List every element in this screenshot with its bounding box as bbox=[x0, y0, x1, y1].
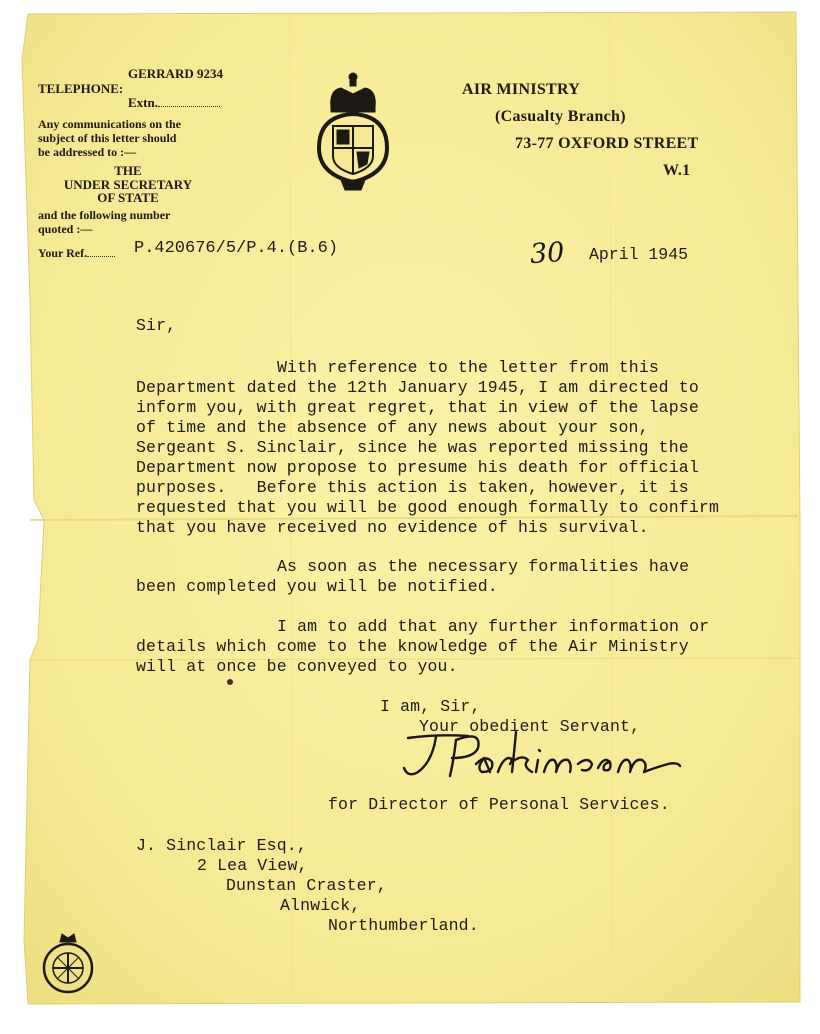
recipient-line: J. Sinclair Esq., bbox=[136, 836, 307, 855]
addressee-line-3: OF STATE bbox=[97, 190, 159, 205]
instruction-line-1: Any communications on the bbox=[38, 117, 182, 131]
ministry-name: AIR MINISTRY bbox=[462, 81, 581, 98]
salutation: Sir, bbox=[136, 316, 177, 335]
instruction-line-2: subject of this letter should bbox=[38, 131, 177, 145]
your-ref-label bbox=[38, 246, 115, 261]
instruction-line-3: be addressed to :— bbox=[38, 145, 137, 159]
recipient-line: Northumberland. bbox=[328, 916, 479, 935]
recipient-line: 2 Lea View, bbox=[197, 856, 308, 875]
date-day: 30 bbox=[528, 236, 566, 271]
closing-line-1: I am, Sir, bbox=[380, 697, 481, 716]
para1-line: that you have received no evidence of his survival. bbox=[136, 518, 649, 537]
telephone-label: TELEPHONE: bbox=[38, 81, 124, 96]
para2-line: been completed you will be notified. bbox=[136, 577, 498, 596]
closing-line-2: Your obedient Servant, bbox=[419, 717, 641, 736]
date-month-year: April 1945 bbox=[589, 245, 689, 264]
para3-line: I am to add that any further information or bbox=[277, 617, 710, 636]
para3-line: details which come to the knowledge of the Air Ministry bbox=[136, 637, 689, 656]
street-address: 73-77 OXFORD STREET bbox=[515, 135, 699, 152]
recipient-line: Dunstan Craster, bbox=[226, 876, 387, 895]
para1-line: inform you, with great regret, that in view of the lapse bbox=[136, 398, 699, 417]
extension-field bbox=[128, 95, 220, 110]
para1-line: Sergeant S. Sinclair, since he was reported missing the bbox=[136, 438, 689, 457]
para1-line: requested that you will be good enough formally to confirm bbox=[136, 498, 719, 517]
para1-line: purposes. Before this action is taken, however, it is bbox=[136, 478, 689, 497]
handwritten-signature bbox=[398, 728, 688, 788]
signature-title: for Director of Personal Services. bbox=[328, 795, 670, 814]
royal-crest-icon bbox=[313, 70, 393, 196]
postal-district: W.1 bbox=[663, 162, 691, 179]
addressee-line-1: THE bbox=[114, 163, 142, 178]
printer-badge-icon bbox=[40, 930, 96, 994]
quote-line-2: quoted :— bbox=[38, 222, 93, 236]
recipient-line: Alnwick, bbox=[280, 896, 361, 915]
branch-name: (Casualty Branch) bbox=[495, 108, 626, 125]
extension-label: Extn. bbox=[128, 95, 158, 110]
your-ref-value: P.420676/5/P.4.(B.6) bbox=[134, 239, 339, 258]
para1-line: With reference to the letter from this bbox=[277, 358, 659, 377]
para3-line: will at once be conveyed to you. bbox=[136, 657, 458, 676]
your-ref-text: Your Ref. bbox=[38, 246, 88, 260]
para1-line: Department dated the 12th January 1945, I am directed to bbox=[136, 378, 699, 397]
para1-line: of time and the absence of any news about your son, bbox=[136, 418, 649, 437]
para1-line: Department now propose to presume his death for official bbox=[136, 458, 699, 477]
telephone-exchange: GERRARD 9234 bbox=[128, 66, 223, 81]
para2-line: As soon as the necessary formalities have bbox=[277, 557, 690, 576]
addressee-line-2: UNDER SECRETARY bbox=[63, 177, 193, 192]
quote-line-1: and the following number bbox=[38, 208, 171, 222]
